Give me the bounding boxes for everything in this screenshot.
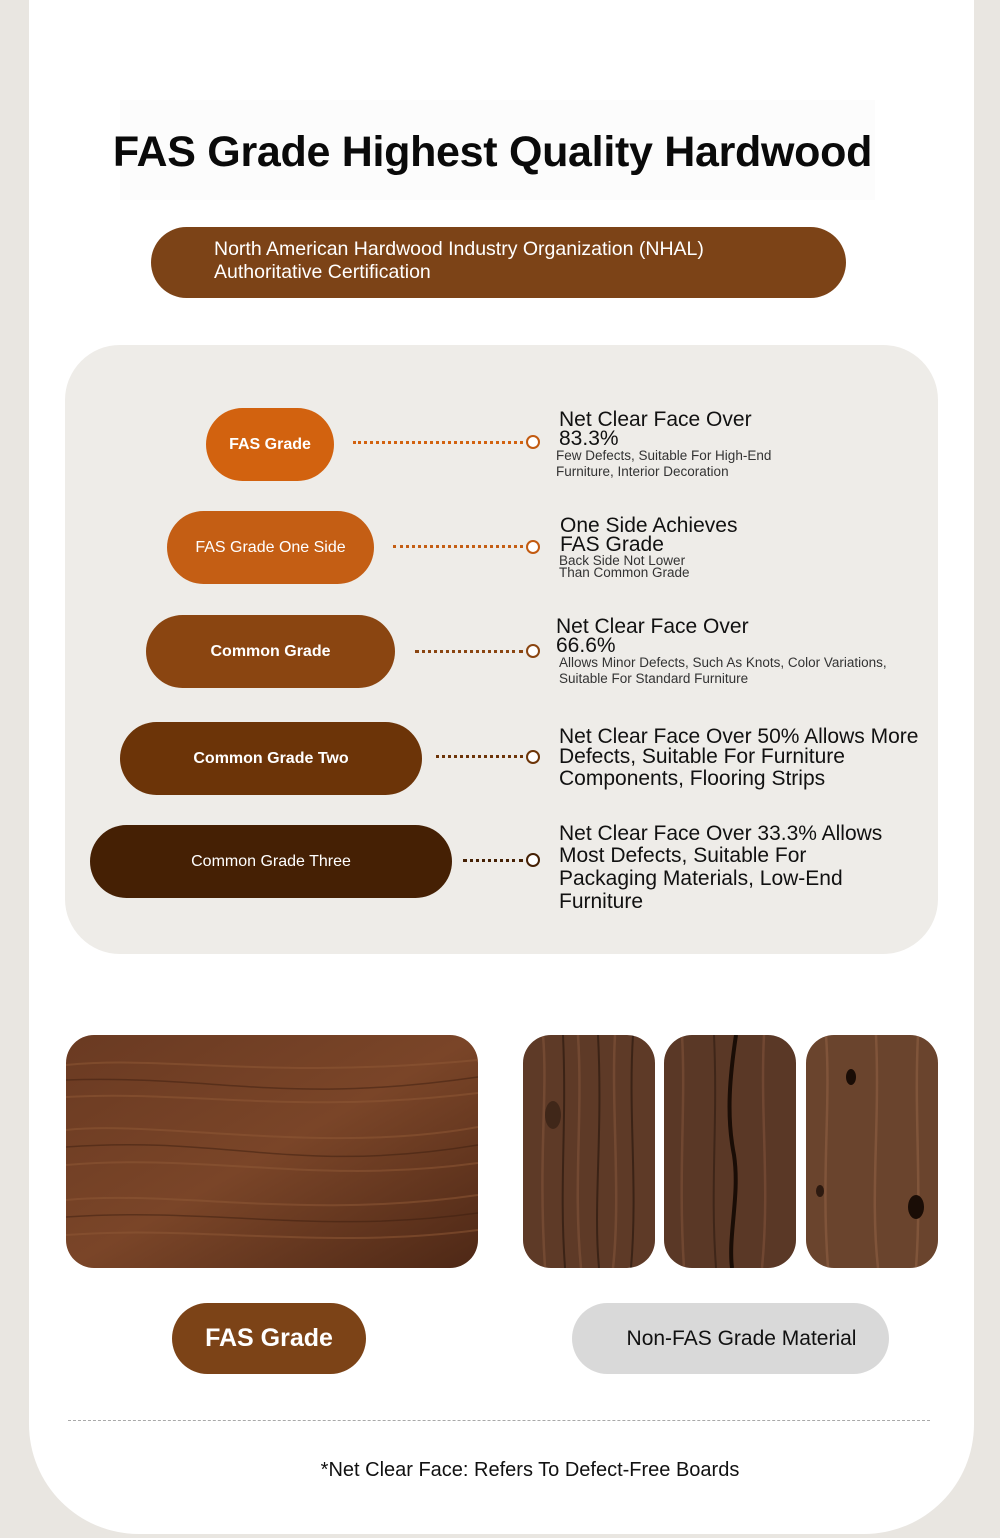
fas-grade-badge-label: FAS Grade [205, 1324, 333, 1352]
grade-text-line: Net Clear Face Over 50% Allows More [559, 725, 919, 748]
grade-detail-line: Furniture, Interior Decoration [556, 464, 729, 479]
grade-detail-line: Than Common Grade [559, 565, 690, 580]
grade-detail-line: Few Defects, Suitable For High-End [556, 448, 772, 463]
non-fas-badge-label: Non-FAS Grade Material [626, 1326, 857, 1350]
fas-grade-badge [172, 1303, 366, 1374]
grade-pill-common-three: Common Grade Three [90, 825, 452, 898]
grade-description-fas-one-side [559, 516, 799, 579]
knot-holes-wood-image [806, 1035, 938, 1268]
connector-dots [393, 545, 523, 548]
grade-heading-line: One Side Achieves [560, 514, 738, 537]
grade-description-common [556, 617, 926, 687]
footnote: *Net Clear Face: Refers To Defect-Free Boards [320, 1459, 740, 1481]
non-fas-wood-photo-3 [806, 1035, 938, 1268]
dashed-divider [68, 1420, 930, 1421]
connector-ring-icon [526, 644, 540, 658]
grade-heading-line: 66.6% [556, 634, 616, 657]
grade-description-common-two [559, 727, 949, 791]
grade-text-line: Furniture [559, 890, 644, 913]
non-fas-badge [572, 1303, 889, 1374]
page-title: FAS Grade Highest Quality Hardwood [112, 128, 873, 176]
fas-wood-photo [66, 1035, 478, 1268]
certification-banner [151, 227, 846, 298]
grade-heading-line: FAS Grade [560, 533, 664, 556]
grade-text-line: Defects, Suitable For Furniture [559, 745, 845, 768]
knotted-wood-image [523, 1035, 655, 1268]
connector-ring-icon [526, 540, 540, 554]
grade-detail-line: Back Side Not Lower [559, 553, 686, 568]
grade-pill-fas-one-side: FAS Grade One Side [167, 511, 374, 584]
connector-ring-icon [526, 750, 540, 764]
grade-pill-common-two: Common Grade Two [120, 722, 422, 795]
connector-ring-icon [526, 853, 540, 867]
grade-text-line: Most Defects, Suitable For [559, 844, 807, 867]
connector-dots [463, 859, 523, 862]
grade-pill-common: Common Grade [146, 615, 395, 688]
grade-heading-line: Net Clear Face Over [559, 408, 752, 431]
grade-text-line: Net Clear Face Over 33.3% Allows [559, 822, 883, 845]
grade-description-common-three [559, 824, 939, 913]
certification-line-1: North American Hardwood Industry Organization (NHAL) [214, 238, 704, 260]
connector-ring-icon [526, 435, 540, 449]
fas-wood-grain-image [66, 1035, 478, 1268]
connector-dots [353, 441, 523, 444]
grade-heading-line: 83.3% [559, 427, 619, 450]
connector-dots [415, 650, 523, 653]
grade-detail-line: Suitable For Standard Furniture [559, 671, 749, 686]
grade-description-fas [556, 410, 836, 480]
grade-pill-fas: FAS Grade [206, 408, 334, 481]
cracked-wood-image [664, 1035, 796, 1268]
grade-detail-line: Allows Minor Defects, Such As Knots, Color Variations, [559, 655, 887, 670]
grade-text-line: Packaging Materials, Low-End [559, 867, 843, 890]
certification-line-2: Authoritative Certification [214, 261, 431, 283]
connector-dots [436, 755, 523, 758]
grade-text-line: Components, Flooring Strips [559, 767, 826, 790]
certification-text [214, 238, 834, 284]
grade-heading-line: Net Clear Face Over [556, 615, 749, 638]
non-fas-wood-photo-2 [664, 1035, 796, 1268]
non-fas-wood-photo-1 [523, 1035, 655, 1268]
